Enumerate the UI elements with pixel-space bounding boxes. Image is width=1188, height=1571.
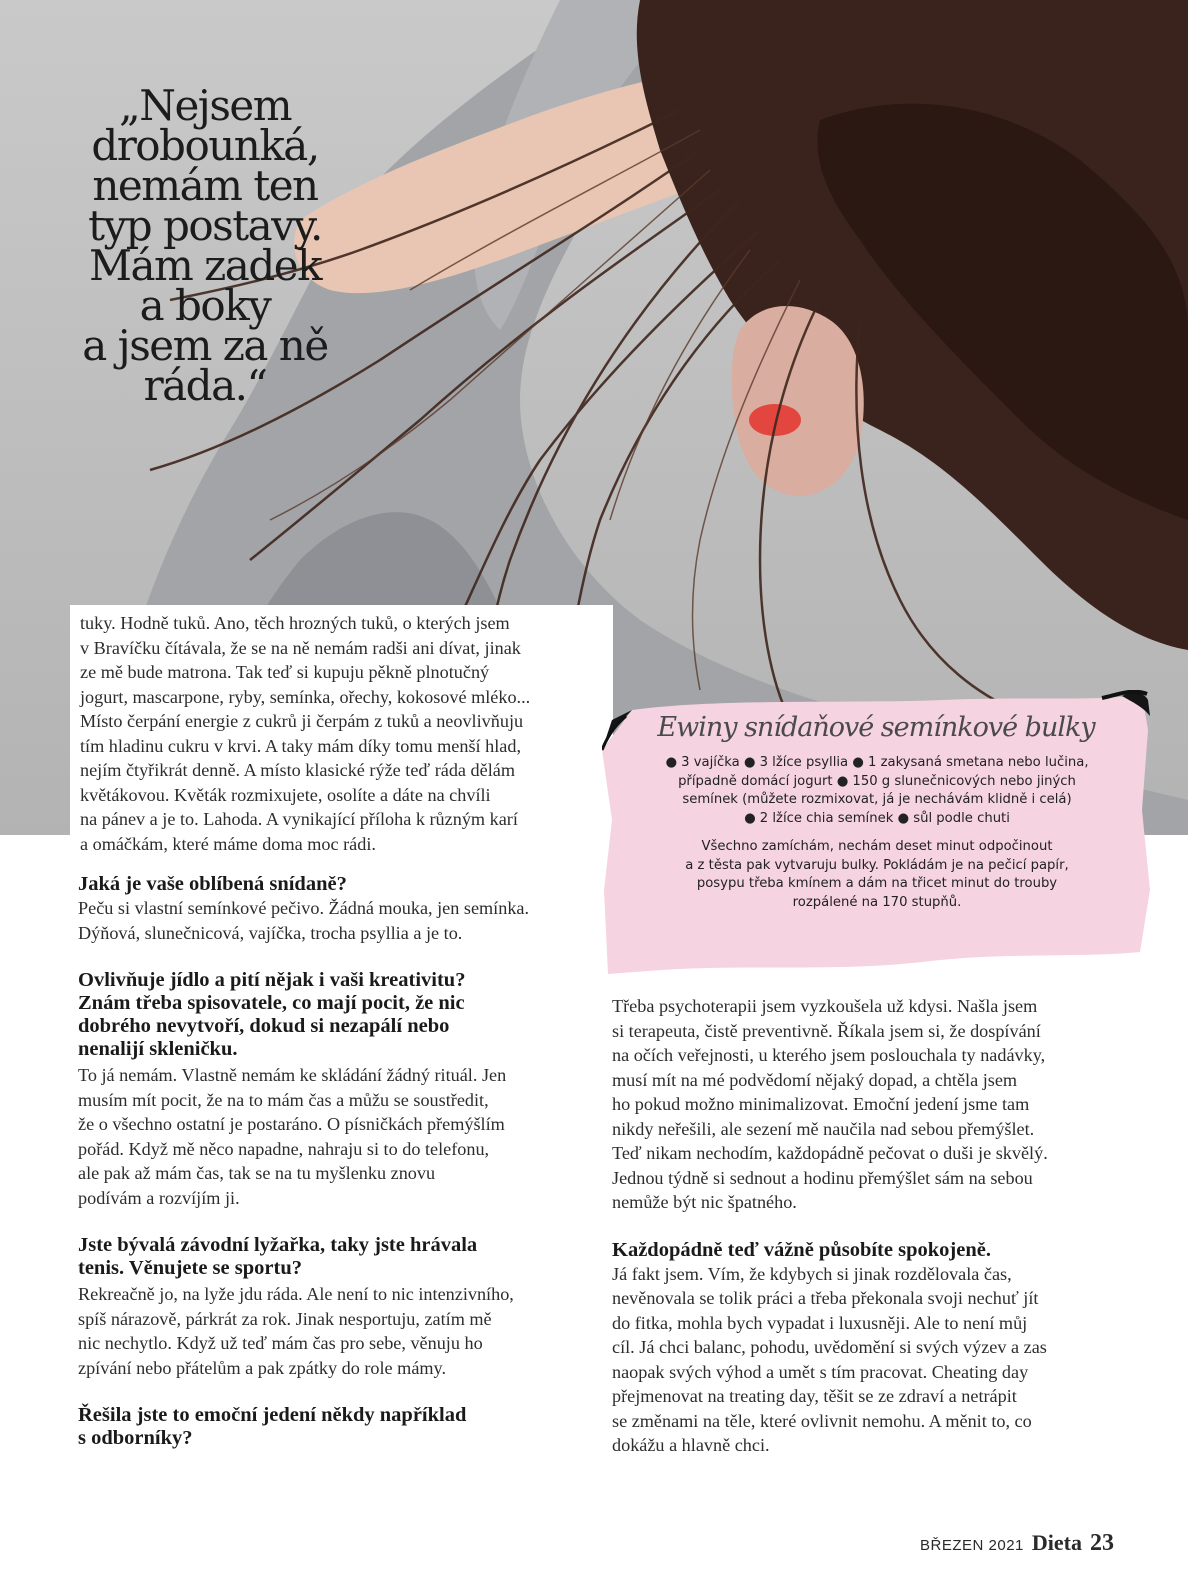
recipe-box xyxy=(602,690,1150,975)
answer-satisfied: Já fakt jsem. Vím, že kdybych si jinak rozdělovala čas, nevěnovala se tolik práci a třeba překonala svoji nechuť jít do fitka, mohla bych vypadat i luxusněji. Ale to není můj cíl. Já chci balanc, pohodu, uvědomění si svých výzev a zas naopak svých výhod a umět s tím pracovat. Cheating day přejmenovat na treating day, těšit se ze zdraví a netrápit se změnami na těle, které ovlivnit nemohu. A měnit to, co dokážu a hlavně chci. xyxy=(612,1263,1047,1455)
left-column xyxy=(78,873,598,1450)
question-creativity: Ovlivňuje jídlo a pití nějak i vaši kreativitu? Znám třeba spisovatele, co mají pocit, že nic dobrého nevytvoří, dokud si nezapálí nebo nenalijí skleničku. xyxy=(78,969,466,1060)
page-number: 23 xyxy=(1090,1530,1114,1556)
page-footer xyxy=(920,1530,1114,1557)
answer-breakfast: Peču si vlastní semínkové pečivo. Žádná mouka, jen semínka. Dýňová, slunečnicová, vajíčka, trocha psyllia a je to. xyxy=(78,898,530,943)
pull-quote: „Nejsem drobounká, nemám ten typ postavy. Mám zadek a boky a jsem za ně ráda.“ xyxy=(82,81,328,410)
question-satisfied: Každopádně teď vážně působíte spokojeně. xyxy=(612,1238,991,1261)
intro-paragraph-box xyxy=(70,605,613,864)
answer-sport: Rekreačně jo, na lyže jdu ráda. Ale není to nic intenzivního, spíš nárazově, párkrát za rok. Jinak nesportuju, zatím mě nic nechytlo. Když už teď mám čas pro sebe, věnuju ho zpívání nebo přátelům a pak zpátky do role mámy. xyxy=(78,1284,514,1378)
intro-paragraph: tuky. Hodně tuků. Ano, těch hrozných tuků, o kterých jsem v Bravíčku čítávala, že se na ně nemám radši ani dívat, jinak ze mě bude matrona. Tak teď si kupuju pěkně plnotučný jogurt, mascarpone, ryby, semínka, ořechy, kokosové mléko... Místo čerpání energie z cukrů ji čerpám z tuků a neovlivňuju tím hladinu cukru v krvi. A taky mám díky tomu menší hlad, nejím čtyřikrát denně. A místo klasické rýže teď ráda dělám květákovou. Květák rozmixujete, osolíte a dáte na chvíli na pánev a je to. Lahoda. A vynikající příloha k různým karí a omáčkám, které máme doma moc rádi. xyxy=(80,613,531,854)
answer-creativity: To já nemám. Vlastně nemám ke skládání žádný rituál. Jen musím mít pocit, že na to mám čas a můžu se soustředit, že o všechno ostatní je postaráno. O písničkách přemýšlím pořád. Když mě něco napadne, nahraju si to do telefonu, ale pak až mám čas, tak se na tu myšlenku znovu podívám a rozvíjím ji. xyxy=(78,1065,507,1208)
magazine-name: Dieta xyxy=(1031,1530,1082,1555)
question-emotional-eating: Řešila jste to emoční jedení někdy například s odborníky? xyxy=(78,1404,467,1449)
recipe-ingredients: ● 3 vajíčka ● 3 lžíce psyllia ● 1 zakysaná smetana nebo lučina, případně domácí jogurt ● 150 g slunečnicových nebo jiných semínek (můžete rozmixovat, já je nechávám klidně i celá) ● 2 lžíce chia semínek ● sůl podle chuti xyxy=(665,755,1089,826)
question-sport: Jste bývalá závodní lyžařka, taky jste hrávala tenis. Věnujete se sportu? xyxy=(78,1234,478,1279)
right-column xyxy=(612,994,1132,1458)
recipe-instructions: Všechno zamíchám, nechám deset minut odpočinout a z těsta pak vytvaruju bulky. Pokládám je na pečicí papír, posypu třeba kmínem a dám na třicet minut do trouby rozpálené na 170 stupňů. xyxy=(685,839,1069,910)
question-breakfast: Jaká je vaše oblíbená snídaně? xyxy=(78,873,347,895)
issue-month: BŘEZEN 2021 xyxy=(920,1537,1024,1554)
answer-emotional-eating: Třeba psychoterapii jsem vyzkoušela už kdysi. Našla jsem si terapeuta, čistě preventivně. Říkala jsem si, že dospívání na očích veřejnosti, u kterého jsem poslouchala ty nadávky, musí mít na mé podvědomí nějaký dopad, a chtěla jsem ho pokud možno minimalizovat. Emoční jedení jsme tam nikdy neřešili, ale sezení mě naučila nad sebou přemýšlet. Teď nikam nechodím, každopádně pečovat o duši je skvělý. Jednou týdně si sednout a hodinu přemýšlet sám na sebou nemůže být nic špatného. xyxy=(612,996,1048,1212)
recipe-title: Ewiny snídaňové semínkové bulky xyxy=(657,712,1095,743)
